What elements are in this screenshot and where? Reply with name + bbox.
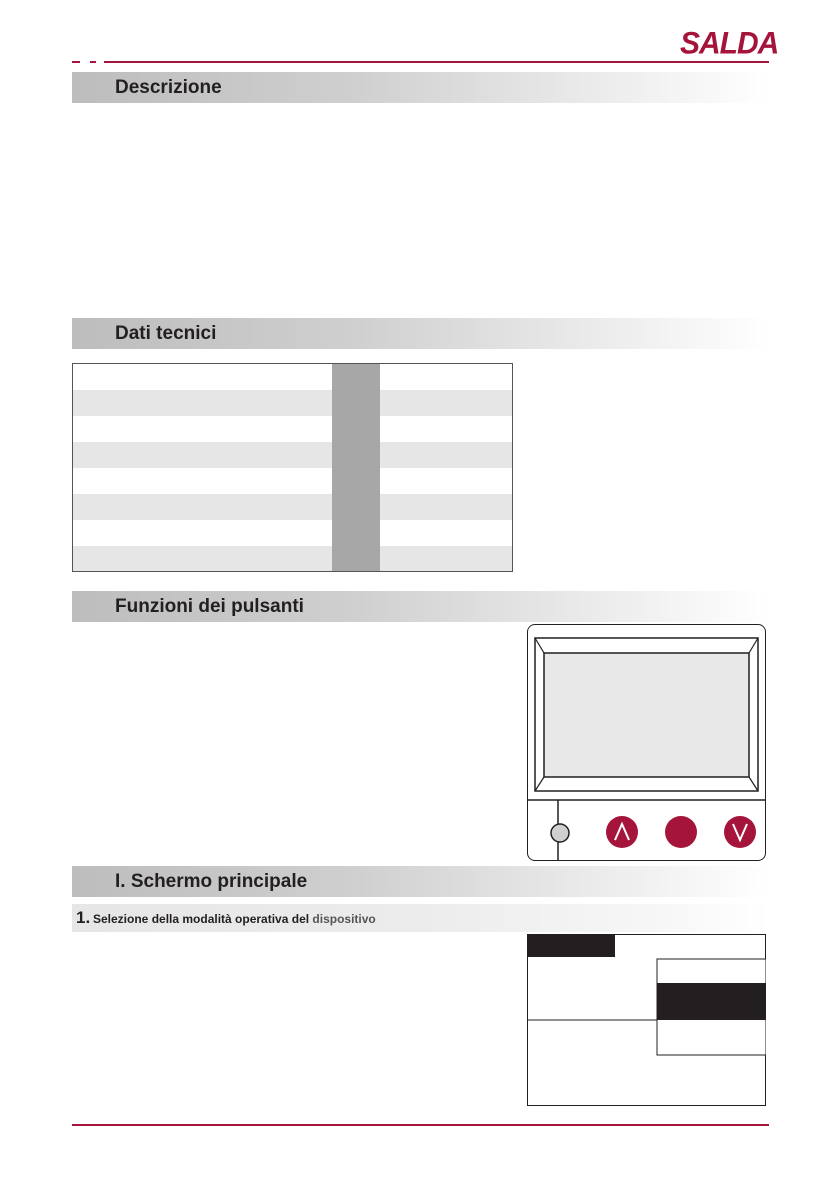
section-main-screen-header <box>72 866 769 897</box>
subsection-number: 1. <box>76 908 91 927</box>
table-row <box>73 442 512 468</box>
section-buttons-header <box>72 591 769 622</box>
table-row <box>73 468 512 494</box>
section-title: Funzioni dei pulsanti <box>115 596 304 617</box>
center-button <box>665 816 697 848</box>
up-button <box>606 816 638 848</box>
table-row <box>73 390 512 416</box>
footer-rule <box>72 1124 769 1126</box>
mode-selection-screen <box>527 934 766 1106</box>
section-description-header <box>72 72 769 103</box>
table-row <box>73 364 512 390</box>
header-rule <box>104 61 769 63</box>
header-dash-1 <box>72 61 80 63</box>
section-technical-header <box>72 318 769 349</box>
section-title: Dati tecnici <box>115 323 217 344</box>
table-row <box>73 520 512 546</box>
section-title: Descrizione <box>115 77 222 98</box>
table-unit-column <box>332 364 380 571</box>
indicator-light <box>551 824 569 842</box>
section-title: I. Schermo principale <box>115 871 308 892</box>
table-row <box>73 546 512 571</box>
down-button <box>724 816 756 848</box>
table-row <box>73 416 512 442</box>
controller-drawing <box>527 624 766 861</box>
controller-panel-illustration <box>527 624 766 861</box>
screen-display <box>544 653 749 777</box>
subsection-title: Selezione della modalità operativa del dispositivo <box>93 912 376 926</box>
subsection-mode-selection <box>72 904 769 932</box>
selected-mode-option <box>657 983 766 1020</box>
technical-data-table <box>72 363 513 572</box>
table-row <box>73 494 512 520</box>
mode-screen-drawing <box>527 934 766 1106</box>
salda-logo: SALDA <box>680 26 779 61</box>
active-tab-block <box>527 934 615 957</box>
header-dash-2 <box>90 61 96 63</box>
